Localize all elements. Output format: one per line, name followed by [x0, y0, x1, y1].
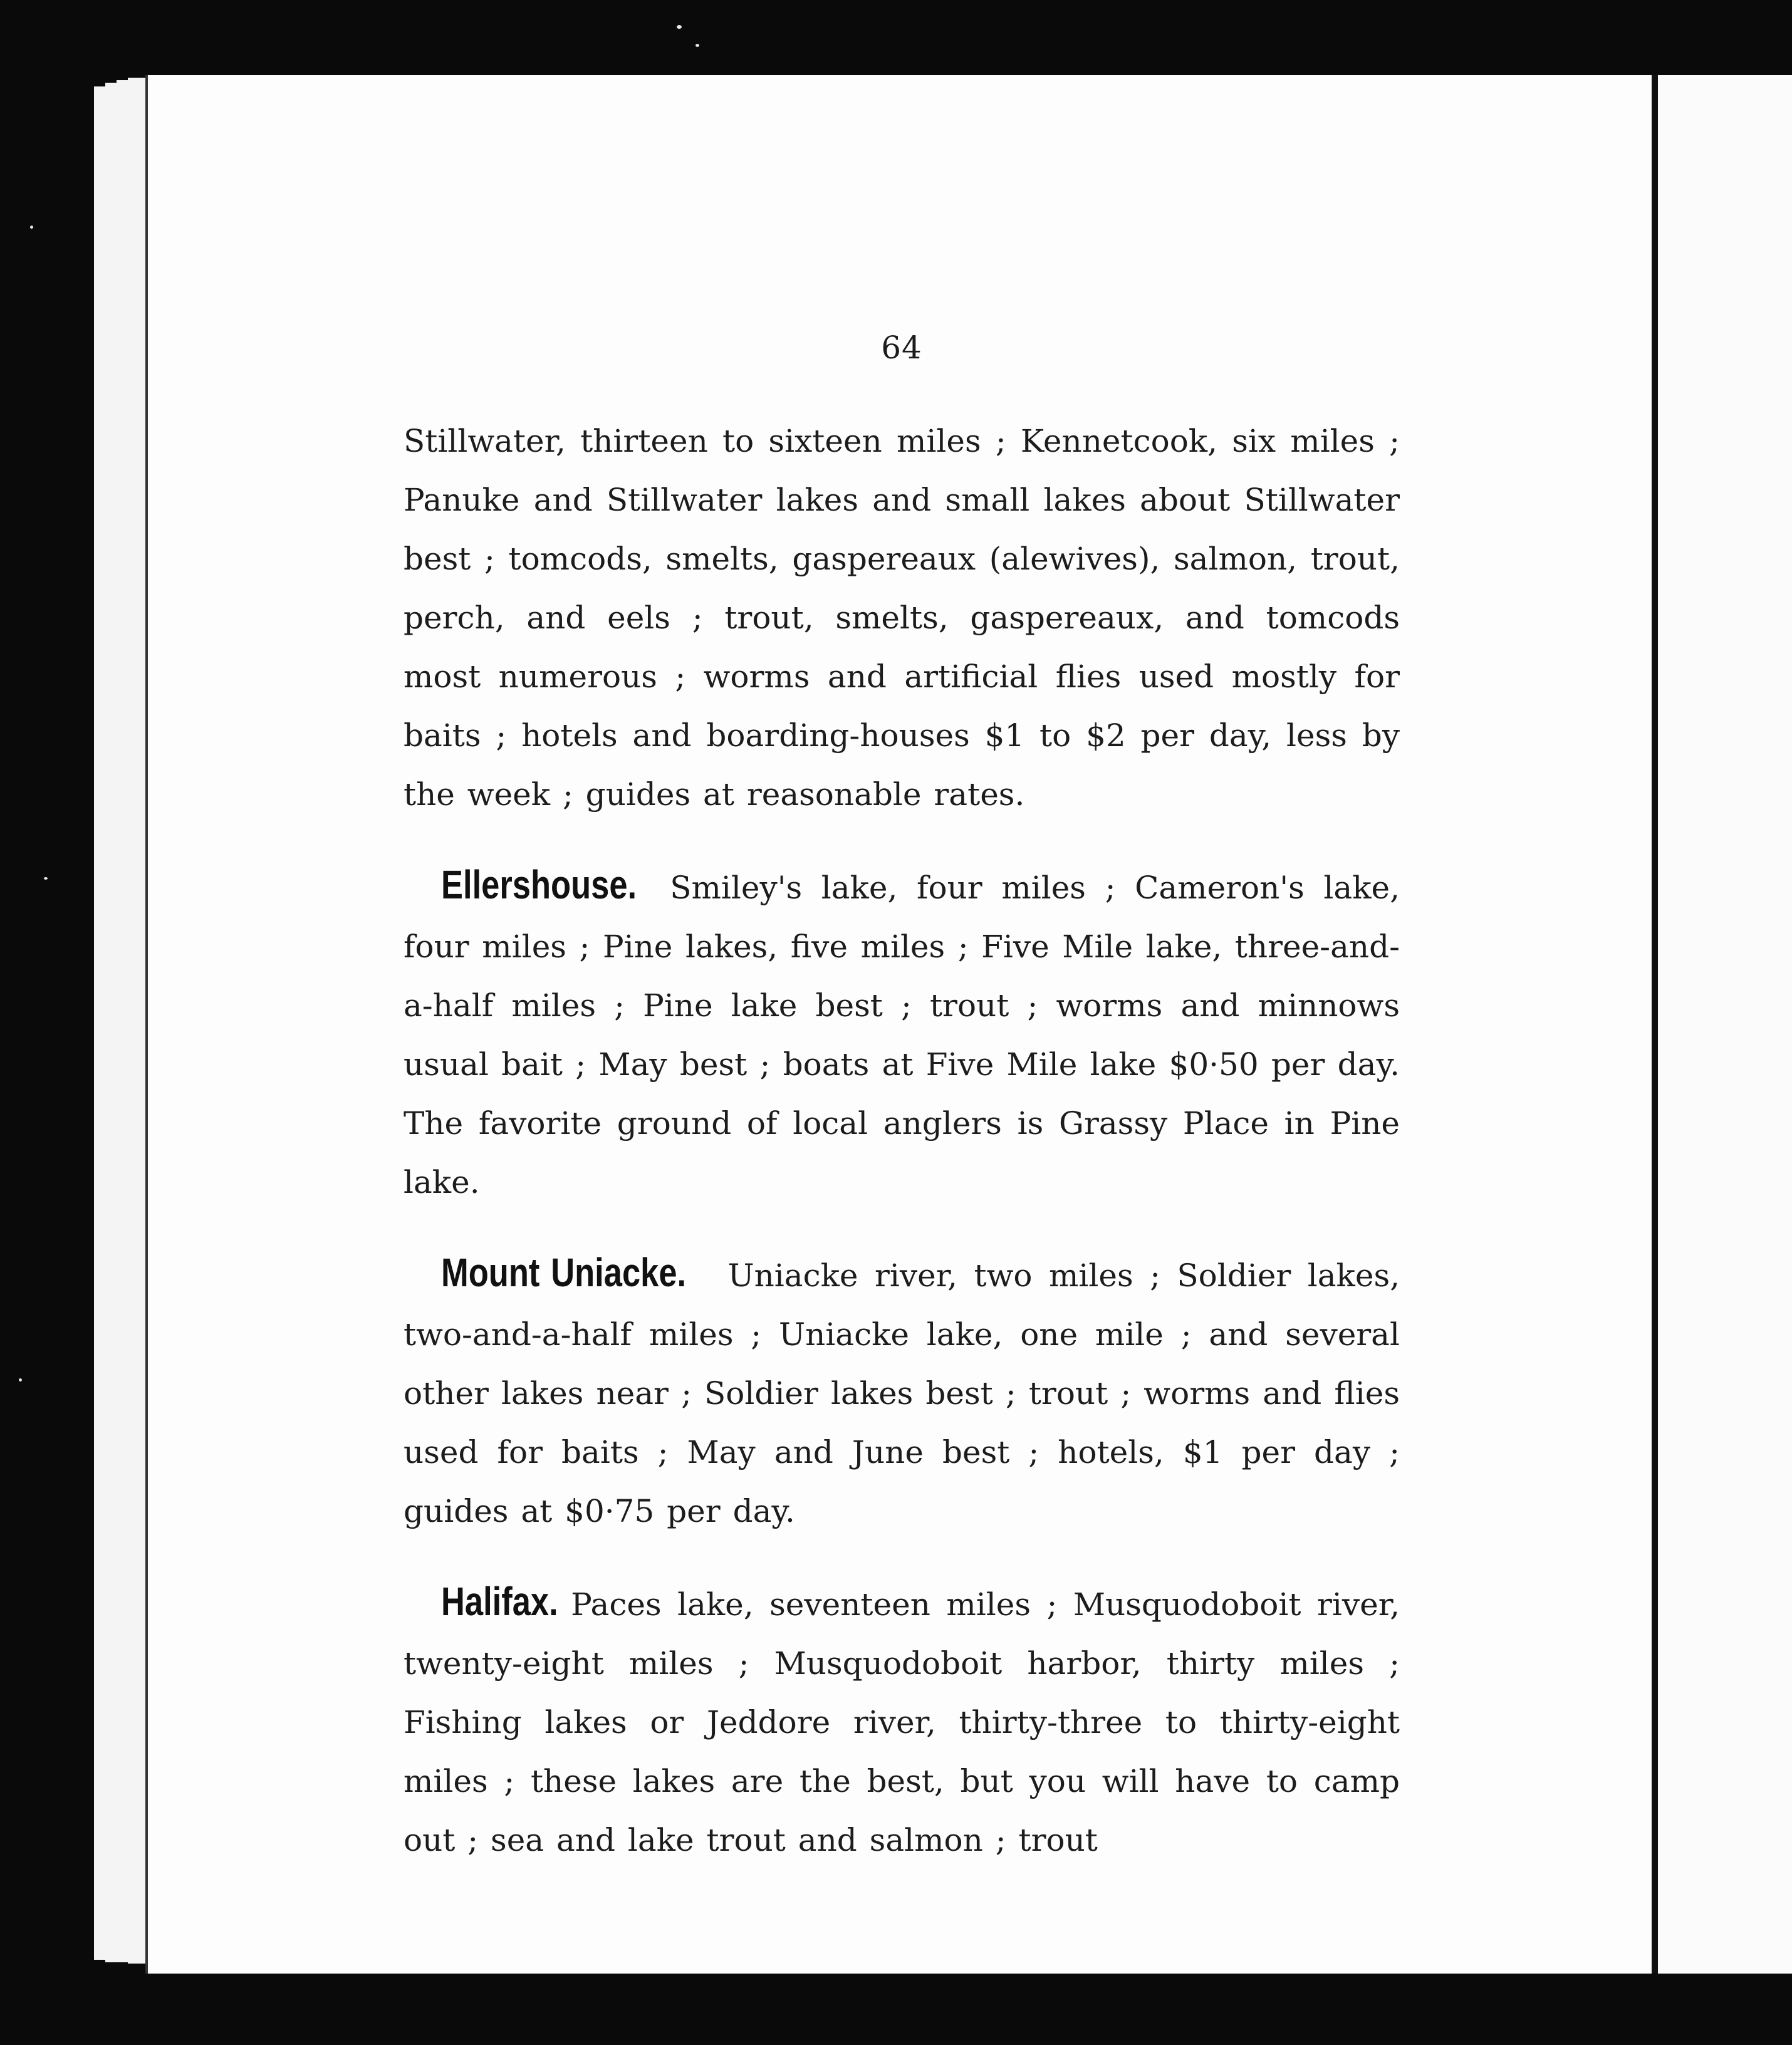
- scan-speck: [19, 1378, 22, 1382]
- paragraph-heading: Halifax.: [441, 1579, 558, 1624]
- paragraph-text: Paces lake, seventeen miles ; Musquodoboit river, twenty-eight miles ; Musquodoboit harbor, thirty miles ; Fishing lakes or Jeddore river, thirty-three to thirty-eight miles ; these lakes are the best, but you will have to camp out ; sea and lake trout and salmon ; trout: [404, 1586, 1400, 1858]
- scan-speck: [30, 226, 33, 229]
- paragraph: [404, 412, 1400, 824]
- paragraph-heading: Ellershouse.: [441, 862, 637, 907]
- paragraph-heading: Mount Uniacke.: [441, 1250, 687, 1295]
- scan-border: [94, 1974, 1792, 2045]
- paragraph-text: Uniacke river, two miles ; Soldier lakes, two-and-a-half miles ; Uniacke lake, one mile ; and several other lakes near ; Soldier lakes best ; trout ; worms and flies used for baits ; May and June best ; hotels, $1 per day ; guides at $0·75 per day.: [404, 1257, 1400, 1529]
- paragraph-ellershouse: [404, 855, 1400, 1212]
- page-text: [404, 329, 1400, 1901]
- facing-page-edge: [1652, 75, 1792, 1981]
- paragraph-halifax: [404, 1572, 1400, 1870]
- scan-speck: [695, 44, 699, 47]
- paragraph-text: Smiley's lake, four miles ; Cameron's lake, four miles ; Pine lakes, five miles ; Five Mile lake, three-and-a-half miles ; Pine lake best ; trout ; worms and minnows usual bait ; May best ; boats at Five Mile lake $0·50 per day. The favorite ground of local anglers is Grassy Place in Pine lake.: [404, 870, 1400, 1200]
- scan-speck: [44, 877, 48, 880]
- page-number: 64: [881, 330, 922, 366]
- paragraph-text: Stillwater, thirteen to sixteen miles ; Kennetcook, six miles ; Panuke and Stillwater lakes and small lakes about Stillwater best ; tomcods, smelts, gaspereaux (alewives), salmon, trout, perch, and eels ; trout, smelts, gaspereaux, and tomcods most numerous ; worms and artificial flies used mostly for baits ; hotels and boarding-houses $1 to $2 per day, less by the week ; guides at reasonable rates.: [404, 423, 1400, 813]
- paragraph-mount-uniacke: [404, 1243, 1400, 1541]
- scan-speck: [677, 25, 682, 29]
